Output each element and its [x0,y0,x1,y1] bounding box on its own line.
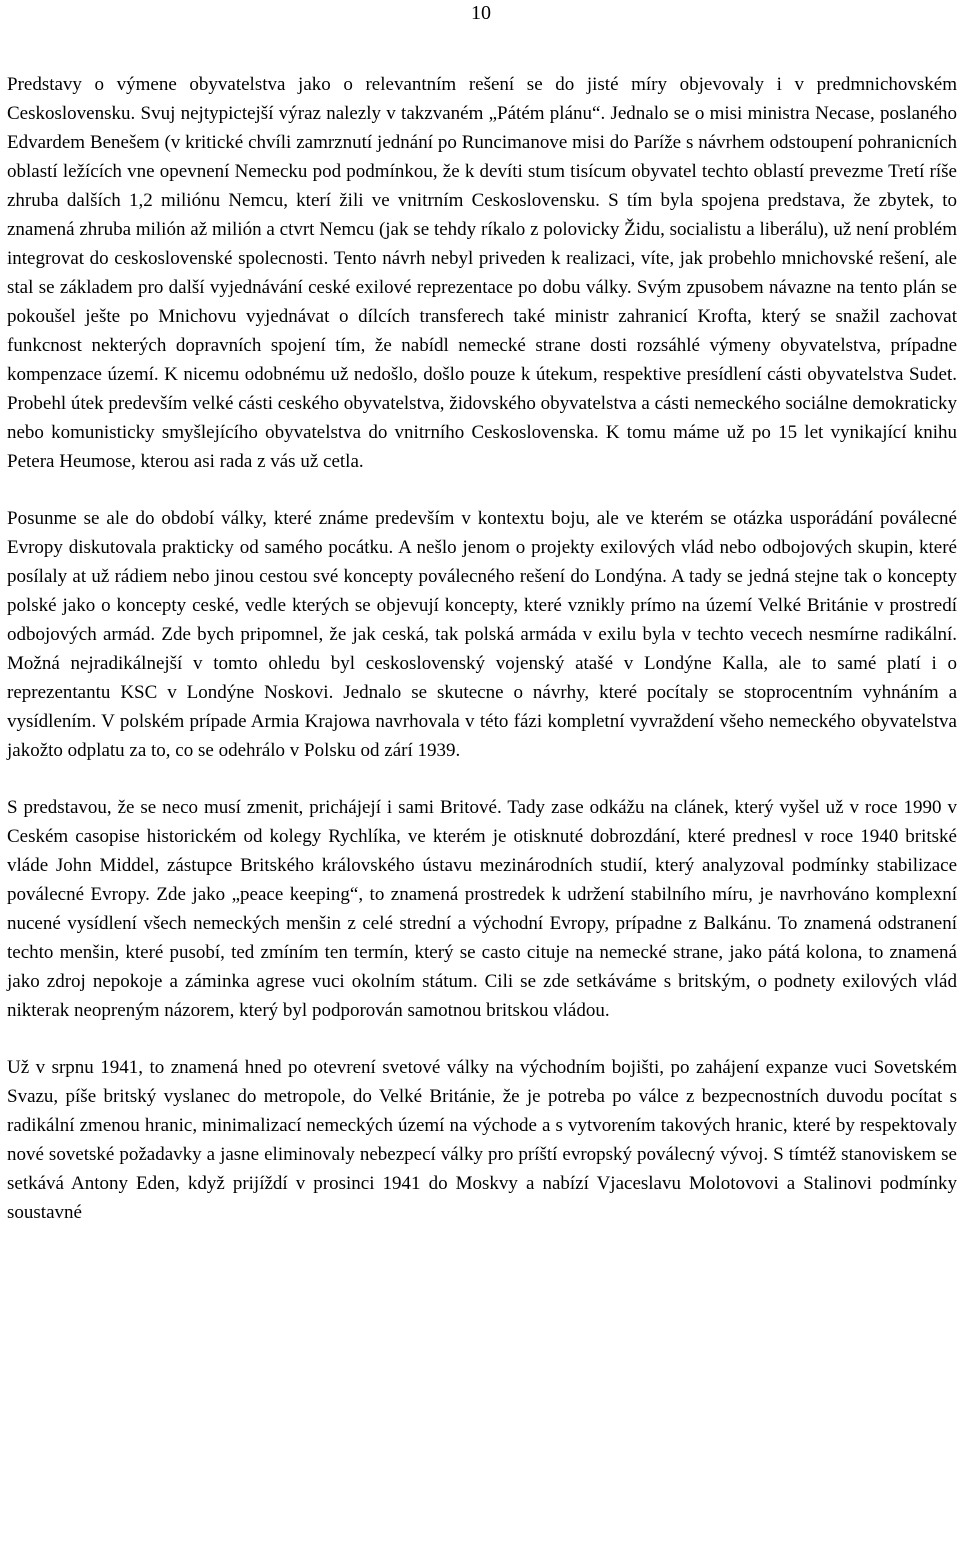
paragraph-2: Posunme se ale do období války, které známe predevším v kontextu boju, ale ve kterém se otázka usporádání poválecné Evropy diskutovala prakticky od samého pocátku. A nešlo jenom o projekty exilových vlád nebo odbojových skupin, které posílaly at už rádiem nebo jinou cestou své koncepty poválecného rešení do Londýna. A tady se jedná stejne tak o koncepty polské jako o koncepty ceské, vedle kterých se objevují koncepty, které vznikly prímo na území Velké Británie v prostredí odbojových armád. Zde bych pripomnel, že jak ceská, tak polská armáda v exilu byla v techto vecech nesmírne radikální. Možná nejradikálnejší v tomto ohledu byl ceskoslovenský vojenský atašé v Londýne Kalla, ale to samé platí i o reprezentantu KSC v Londýne Noskovi. Jednalo se skutecne o návrhy, které pocítaly se stoprocentním vyhnáním a vysídlením. V polském prípade Armia Krajowa navrhovala v této fázi kompletní vyvraždení všeho nemeckého obyvatelstva jakožto odplatu za to, co se odehrálo v Polsku od zárí 1939. [7,508,957,761]
page-number: 10 [471,2,491,24]
paragraph-3: S predstavou, že se neco musí zmenit, prichájejí i sami Britové. Tady zase odkážu na clánek, který vyšel už v roce 1990 v Ceském casopise historickém od kolegy Rychlíka, ve kterém je otisknuté dobrozdání, které prednesl v roce 1940 britské vláde John Middel, zástupce Britského královského ústavu mezinárodních studií, který analyzoval podmínky stabilizace poválecné Evropy. Zde jako „peace keeping“, to znamená prostredek k udržení stabilního míru, je navrhováno komplexní nucené vysídlení všech nemeckých menšin z celé strední a východní Evropy, prípadne z Balkánu. To znamená odstranení techto menšin, které pusobí, ted zmíním ten termín, který se casto cituje na nemecké strane, jako pátá kolona, to znamená jako zdroj nepokoje a záminka agrese vuci okolním státum. Cili se zde setkáváme s britským, o podnety exilových vlád nikterak neopreným názorem, který byl podporován samotnou britskou vládou. [7,797,957,1021]
paragraph-1: Predstavy o výmene obyvatelstva jako o relevantním rešení se do jisté míry objevovaly i v predmnichovském Ceskoslovensku. Svuj nejtypictejší výraz nalezly v takzvaném „Pátém plánu“. Jednalo se o misi ministra Necase, poslaného Edvardem Benešem (v kritické chvíli zamrznutí jednání po Runcimanove misi do Paríže s návrhem odstoupení pohranicních oblastí ležících vne opevnení Nemecku pod podmínkou, že k devíti stum tisícum obyvatel techto oblastí prevezme Tretí ríše zhruba dalších 1,2 miliónu Nemcu, kterí žili ve vnitrním Ceskoslovensku. S tím byla spojena predstava, že zbytek, to znamená zhruba milión až milión a ctvrt Nemcu (jak se tehdy ríkalo z polovicky Židu, socialistu a liberálu), už není problém integrovat do ceskoslovenské spolecnosti. Tento návrh nebyl priveden k realizaci, víte, jak probehlo mnichovské rešení, ale stal se základem pro další vyjednávání ceské exilové reprezentace po dobu války. Svým zpusobem návazne na tento plán se pokoušel ješte po Mnichovu vyjednávat o dílcích transferech také ministr zahranicí Krofta, který se snažil zachovat funkcnost nekterých dopravních spojení tím, že nabídl nemecké strane dosti rozsáhlé výmeny obyvatelstva, prípadne kompenzace území. K nicemu odobnému už nedošlo, došlo pouze k útekum, respektive presídlení cásti obyvatelstva Sudet. Probehl útek predevším velké cásti ceského obyvatelstva, židovského obyvatelstva a cásti nemeckého sociálne demokraticky nebo komunisticky smyšlejícího obyvatelstva do vnitrního Ceskoslovenska. K tomu máme už po 15 let vynikající knihu Petera Heumose, kterou asi rada z vás už cetla. [7,74,957,472]
body-text [7,70,957,1227]
paragraph-4: Už v srpnu 1941, to znamená hned po otevrení svetové války na východním bojišti, po zahájení expanze vuci Sovetském Svazu, píše britský vyslanec do metropole, do Velké Británie, že je potreba po válce z bezpecnostních duvodu pocítat s radikální zmenou hranic, minimalizací nemeckých území na východe a s vytvorením takových hranic, které by respektovaly nové sovetské požadavky a jasne eliminovaly nebezpecí války pro príští evropský poválecný vývoj. S tímtéž stanoviskem se setkává Antony Eden, když prijíždí v prosinci 1941 do Moskvy a nabízí Vjaceslavu Molotovovi a Stalinovi podmínky soustavné [7,1057,957,1223]
